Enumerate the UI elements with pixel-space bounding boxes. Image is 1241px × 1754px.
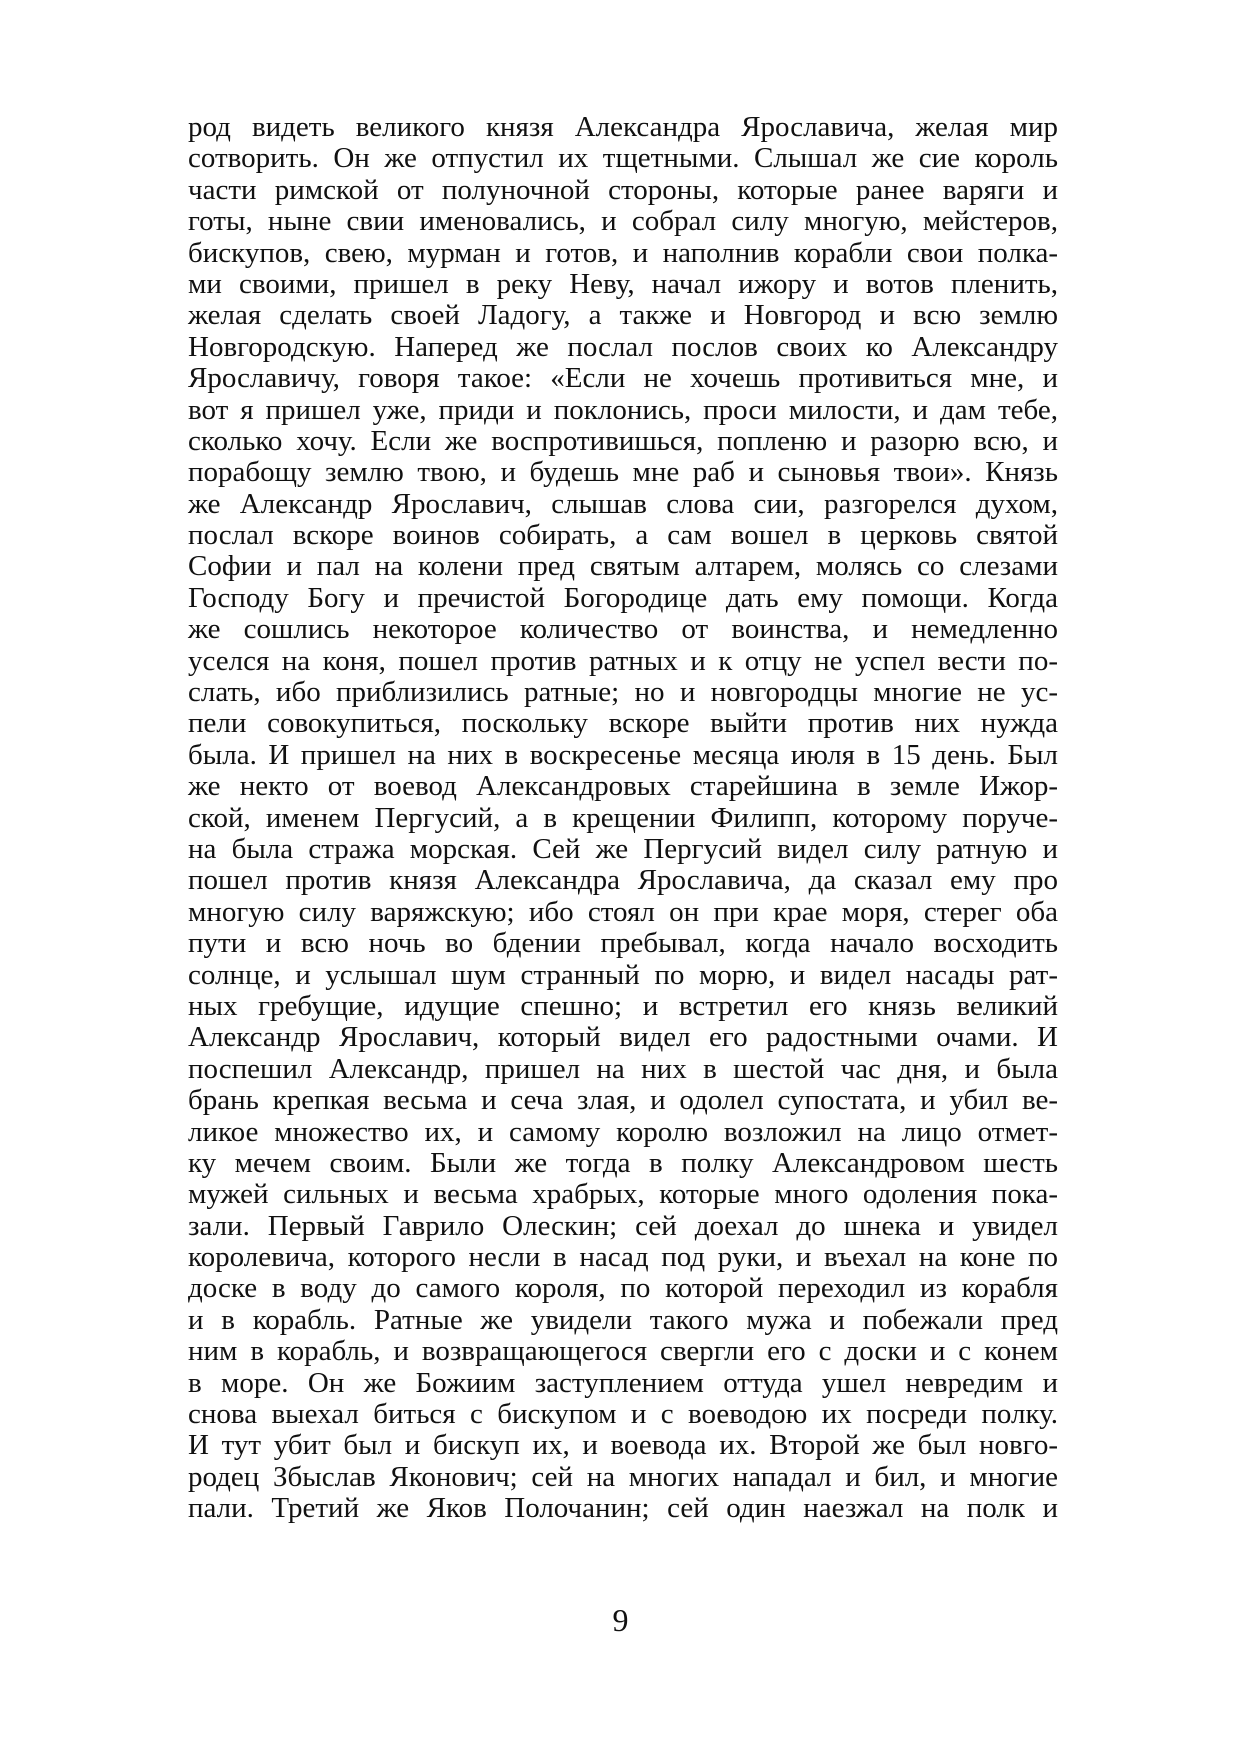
text-line: послал вскоре воинов собирать, а сам вошел в церковь святой	[188, 519, 1058, 552]
text-line: И тут убит был и бискуп их, и воевода их. Второй же был новго-	[188, 1429, 1058, 1462]
text-line: доске в воду до самого короля, по которой переходил из корабля	[188, 1272, 1058, 1305]
text-line: род видеть великого князя Александра Ярославича, желая мир	[188, 111, 1058, 143]
text-line: Новгородскую. Наперед же послал послов своих ко Александру	[188, 330, 1058, 363]
text-line: солнце, и услышал шум странный по морю, и видел насады рат-	[188, 958, 1058, 991]
text-line: Александр Ярославич, который видел его радостными очами. И	[188, 1021, 1058, 1054]
text-line: ской, именем Пергусий, а в крещении Филипп, которому поруче-	[188, 801, 1058, 834]
text-line: ку мечем своим. Были же тогда в полку Александровом шесть	[188, 1146, 1058, 1179]
text-line: в море. Он же Божиим заступлением оттуда ушел невредим и	[188, 1366, 1058, 1399]
text-line: же Александр Ярославич, слышав слова сии, разгорелся духом,	[188, 487, 1058, 520]
text-line: Господу Богу и пречистой Богородице дать ему помощи. Когда	[188, 581, 1058, 614]
text-line: брань крепкая весьма и сеча злая, и одолел супостата, и убил ве-	[188, 1084, 1058, 1117]
text-line: ных гребущие, идущие спешно; и встретил его князь великий	[188, 989, 1058, 1022]
text-line: вот я пришел уже, приди и поклонись, проси милости, и дам тебе,	[188, 393, 1058, 426]
text-line: королевича, которого несли в насад под руки, и въехал на коне по	[188, 1241, 1058, 1274]
text-line: поспешил Александр, пришел на них в шестой час дня, и была	[188, 1052, 1058, 1085]
text-line: зали. Первый Гаврило Олескин; сей доехал до шнека и увидел	[188, 1209, 1058, 1242]
text-line: и в корабль. Ратные же увидели такого мужа и побежали пред	[188, 1303, 1058, 1336]
text-line: же некто от воевод Александровых старейшина в земле Ижор-	[188, 770, 1058, 803]
text-line: ним в корабль, и возвращающегося свергли его с доски и с конем	[188, 1335, 1058, 1368]
text-line: снова выехал биться с бискупом и с воеводою их посреди полку.	[188, 1398, 1058, 1431]
text-line: пали. Третий же Яков Полочанин; сей один наезжал на полк и	[188, 1492, 1058, 1525]
page-number: 9	[612, 1602, 629, 1638]
text-line: бискупов, свею, мурман и готов, и наполнив корабли свои полка-	[188, 236, 1058, 269]
text-line: Ярославичу, говоря такое: «Если не хочешь противиться мне, и	[188, 362, 1058, 395]
body-text	[188, 112, 1058, 1525]
text-line: сотворить. Он же отпустил их тщетными. Слышал же сие король	[188, 142, 1058, 175]
text-line: порабощу землю твою, и будешь мне раб и сыновья твои». Князь	[188, 456, 1058, 489]
text-line: мужей сильных и весьма храбрых, которые много одоления пока-	[188, 1178, 1058, 1211]
text-line: на была стража морская. Сей же Пергусий видел силу ратную и	[188, 832, 1058, 865]
text-line: была. И пришел на них в воскресенье месяца июля в 15 день. Был	[188, 738, 1058, 771]
text-line: сколько хочу. Если же воспротивишься, попленю и разорю всю, и	[188, 424, 1058, 457]
text-line: пели совокупиться, поскольку вскоре выйти против них нужда	[188, 707, 1058, 740]
text-line: ликое множество их, и самому королю возложил на лицо отмет-	[188, 1115, 1058, 1148]
text-line: части римской от полуночной стороны, которые ранее варяги и	[188, 173, 1058, 206]
text-line: родец Збыслав Яконович; сей на многих нападал и бил, и многие	[188, 1460, 1058, 1493]
text-line: ми своими, пришел в реку Неву, начал ижору и вотов пленить,	[188, 267, 1058, 300]
text-line: уселся на коня, пошел против ратных и к отцу не успел вести по-	[188, 644, 1058, 677]
text-line: же сошлись некоторое количество от воинства, и немедленно	[188, 613, 1058, 646]
text-line: желая сделать своей Ладогу, а также и Новгород и всю землю	[188, 299, 1058, 332]
text-line: слать, ибо приблизились ратные; но и новгородцы многие не ус-	[188, 676, 1058, 709]
text-line: пошел против князя Александра Ярославича, да сказал ему про	[188, 864, 1058, 897]
text-line: пути и всю ночь во бдении пребывал, когда начало восходить	[188, 927, 1058, 960]
text-line: Софии и пал на колени пред святым алтарем, молясь со слезами	[188, 550, 1058, 583]
text-line: готы, ныне свии именовались, и собрал силу многую, мейстеров,	[188, 205, 1058, 238]
text-line: многую силу варяжскую; ибо стоял он при крае моря, стерег оба	[188, 895, 1058, 928]
